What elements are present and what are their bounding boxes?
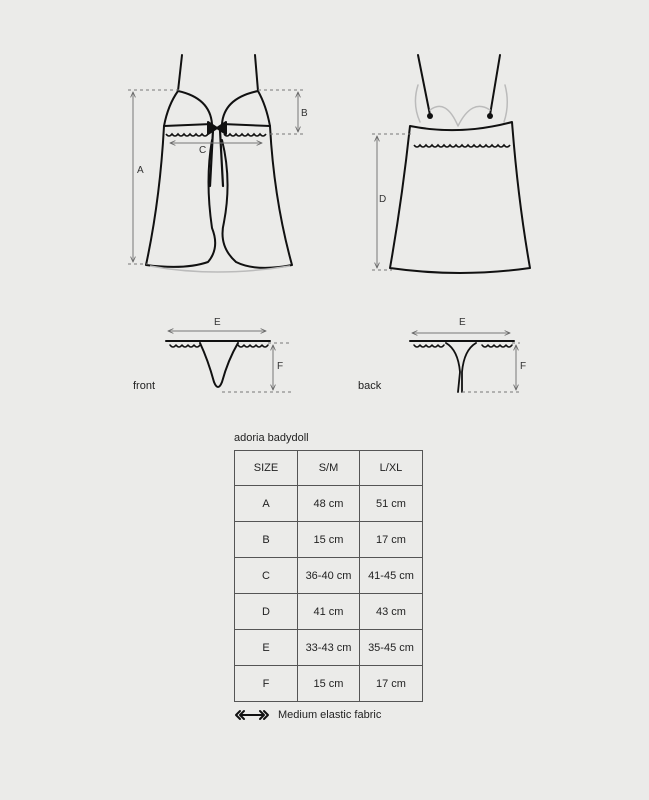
row-size-cell: D xyxy=(235,594,298,630)
row-l-xl-cell: 51 cm xyxy=(360,486,423,522)
row-s-m-cell: 48 cm xyxy=(298,486,360,522)
header-size: SIZE xyxy=(235,451,298,486)
label-f-back: F xyxy=(520,361,527,372)
back-view-label: back xyxy=(358,380,382,392)
front-view-label: front xyxy=(133,380,156,392)
row-s-m-cell: 15 cm xyxy=(298,522,360,558)
table-title: adoria badydoll xyxy=(234,432,309,444)
table-row xyxy=(235,486,423,522)
label-f-front: F xyxy=(277,361,284,372)
thong-back-illustration xyxy=(410,341,514,392)
row-size-cell: E xyxy=(235,630,298,666)
row-size-cell: F xyxy=(235,666,298,702)
label-b: B xyxy=(301,108,308,119)
table-row xyxy=(235,522,423,558)
dimension-a xyxy=(128,90,180,264)
row-l-xl-cell: 43 cm xyxy=(360,594,423,630)
table-header-row xyxy=(235,451,423,486)
babydoll-back-illustration xyxy=(390,55,530,273)
row-size-cell: B xyxy=(235,522,298,558)
table-row xyxy=(235,666,423,702)
row-l-xl-cell: 35-45 cm xyxy=(360,630,423,666)
label-d: D xyxy=(379,194,387,205)
thong-front-illustration xyxy=(166,341,270,387)
size-table xyxy=(234,450,423,702)
label-c: C xyxy=(199,145,207,156)
table-row xyxy=(235,630,423,666)
front-lace-trim xyxy=(166,134,266,136)
dimension-f-back xyxy=(462,343,520,392)
row-l-xl-cell: 17 cm xyxy=(360,522,423,558)
label-a: A xyxy=(137,165,144,176)
row-s-m-cell: 36-40 cm xyxy=(298,558,360,594)
back-lace-trim xyxy=(414,145,510,147)
row-size-cell: A xyxy=(235,486,298,522)
elastic-arrows-icon xyxy=(234,709,270,721)
header-s-m: S/M xyxy=(298,451,360,486)
row-size-cell: C xyxy=(235,558,298,594)
header-l-xl: L/XL xyxy=(360,451,423,486)
table-row xyxy=(235,558,423,594)
row-s-m-cell: 41 cm xyxy=(298,594,360,630)
label-e-back: E xyxy=(459,317,466,328)
legend-text: Medium elastic fabric xyxy=(278,709,382,721)
dimension-b xyxy=(258,90,303,134)
row-s-m-cell: 33-43 cm xyxy=(298,630,360,666)
label-e-front: E xyxy=(214,317,221,328)
babydoll-front-illustration xyxy=(146,55,292,268)
fabric-legend xyxy=(234,709,381,721)
table-row xyxy=(235,594,423,630)
row-l-xl-cell: 41-45 cm xyxy=(360,558,423,594)
row-l-xl-cell: 17 cm xyxy=(360,666,423,702)
row-s-m-cell: 15 cm xyxy=(298,666,360,702)
